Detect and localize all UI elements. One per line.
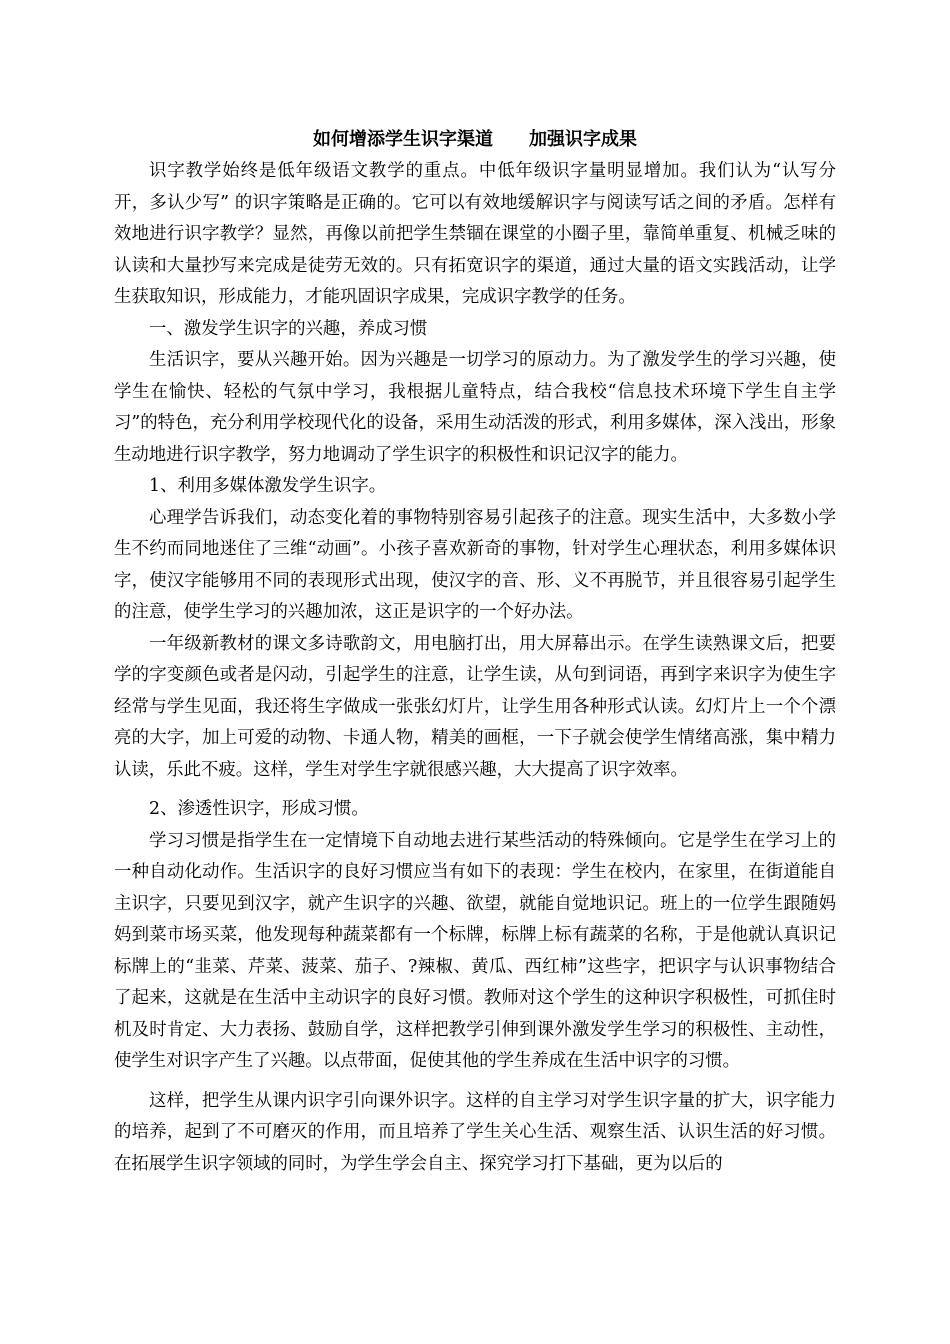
paragraph-psychology: 心理学告诉我们，动态变化着的事物特别容易引起孩子的注意。现实生活中，大多数小学生不约而同地迷住了三维“动画”。小孩子喜欢新奇的事物，针对学生心理状态，利用多媒体识字，使汉字能够用不同的表现形式出现，使汉字的音、形、义不再脱节，并且很容易引起学生的注意，使学生学习的兴趣加浓，这正是识字的一个好办法。	[114, 507, 836, 622]
subheading-multimedia: 1、利用多媒体激发学生识字。	[149, 476, 387, 496]
paragraph-spacer	[114, 1078, 836, 1086]
subheading-habit: 2、渗透性识字，形成习惯。	[149, 799, 369, 819]
paragraph-extracurricular: 这样，把学生从课内识字引向课外识字。这样的自主学习对学生识字量的扩大，识字能力的培养，起到了不可磨灭的作用，而且培养了学生关心生活、观察生活、认识生活的好习惯。在拓展学生识字领域的同时，为学生学会自主、探究学习打下基础，更为以后的	[114, 1090, 836, 1174]
document-title: 如何增添学生识字渠道 加强识字成果	[313, 129, 637, 150]
paragraph-first-grade: 一年级新教材的课文多诗歌韵文，用电脑打出，用大屏幕出示。在学生读熟课文后，把要学的字变颜色或者是闪动，引起学生的注意，让学生读，从句到词语，再到字来识字为使生字经常与学生见面，我还将生字做成一张张幻灯片，让学生用各种形式认读。幻灯片上一个个漂亮的大字，加上可爱的动物、卡通人物，精美的画框，一下子就会使学生情绪高涨，集中精力认读，乐此不疲。这样，学生对学生字就很感兴趣，大大提高了识字效率。	[114, 633, 836, 780]
document-body	[114, 124, 836, 1180]
paragraph-intro: 识字教学始终是低年级语文教学的重点。中低年级识字量明显增加。我们认为“认写分开，多认少写” 的识字策略是正确的。它可以有效地缓解识字与阅读写话之间的矛盾。怎样有效地进行识字教学？显然，再像以前把学生禁锢在课堂的小圈子里，靠简单重复、机械乏味的认读和大量抄写来完成是徒劳无效的。只有拓宽识字的渠道，通过大量的语文实践活动，让学生获取知识，形成能力，才能巩固识字成果，完成识字教学的任务。	[114, 161, 836, 307]
section-heading-1: 一、激发学生识字的兴趣，养成习惯	[149, 318, 428, 339]
paragraph-interest: 生活识字，要从兴趣开始。因为兴趣是一切学习的原动力。为了激发学生的学习兴趣，使学生在愉快、轻松的气氛中学习，我根据儿童特点，结合我校“信息技术环境下学生自主学习”的特色，充分利用学校现代化的设备，采用生动活泼的形式，利用多媒体，深入浅出，形象生动地进行识字教学，努力地调动了学生识字的积极性和识记汉字的能力。	[114, 350, 836, 465]
paragraph-study-habit: 学习习惯是指学生在一定情境下自动地去进行某些活动的特殊倾向。它是学生在学习上的一种自动化动作。生活识字的良好习惯应当有如下的表现：学生在校内，在家里，在街道能自主识字，只要见到汉字，就产生识字的兴趣、欲望，就能自觉地识记。班上的一位学生跟随妈妈到菜市场买菜，他发现每种蔬菜都有一个标牌，标牌上标有蔬菜的名称，于是他就认真识记标牌上的“韭菜、芹菜、菠菜、茄子、?辣椒、黄瓜、西红柿”这些字，把识字与认识事物结合了起来，这就是在生活中主动识字的良好习惯。教师对这个学生的这种识字积极性，可抓住时机及时肯定、大力表扬、鼓励自学，这样把教学引伸到课外激发学生学习的积极性、主动性，使学生对识字产生了兴趣。以点带面，促使其他的学生养成在生活中识字的习惯。	[114, 830, 836, 1071]
paragraph-spacer	[114, 786, 836, 794]
